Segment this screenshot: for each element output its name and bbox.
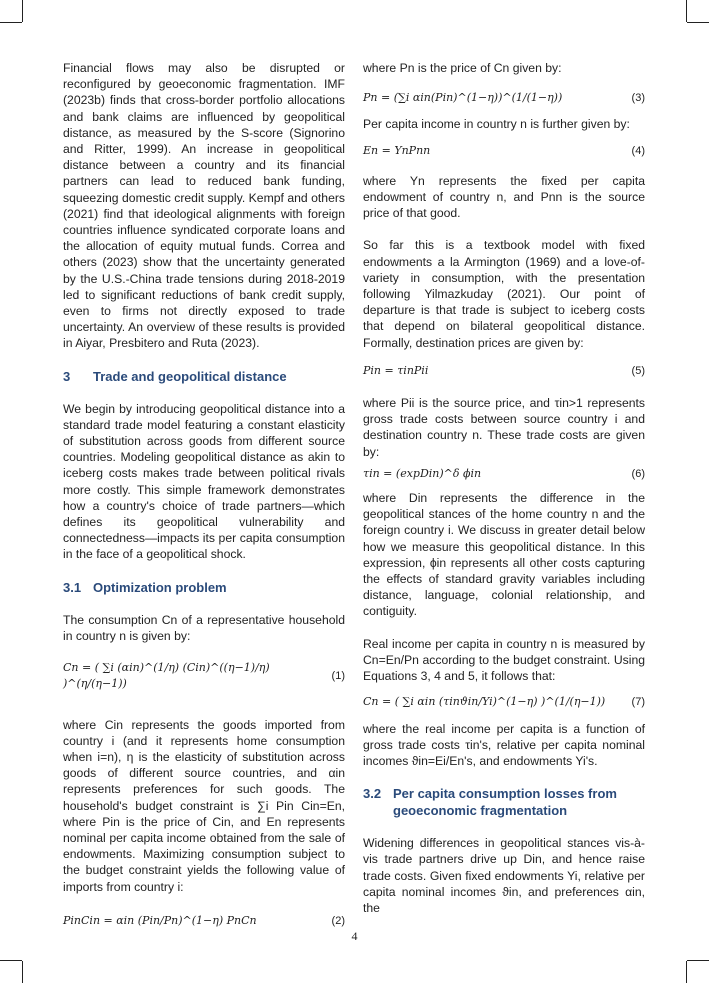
crop-mark — [22, 961, 23, 983]
crop-mark — [22, 0, 23, 22]
subsection-heading: 3.1 Optimization problem — [63, 579, 227, 595]
paragraph: where Yn represents the fixed per capita endowment of country n, and Pnn is the source price of that good. — [363, 173, 645, 221]
paragraph: Financial flows may also be disrupted or reconfigured by geoeconomic fragmentation. IMF (2023b) finds that cross-border portfolio allocations and bank claims are influenced by geopolitical distance, as measured by the S-score (Signorino and Ritter, 1999). An increase in geopolitical distance between a country and its financial partners can lead to reduced bank funding, squeezing domestic credit supply. Kempf and others (2021) find that ideological alignments with foreign countries influence syndicated corporate loans and the allocation of equity mutual funds. Correa and others (2023) show that the uncertainty generated by the U.S.-China trade tensions during 2018-2019 led to significant reductions of bank credit supply, even to firms not directly exposed to trade uncertainty. An overview of these results is provided in Aiyar, Presbitero and Ruta (2023). — [63, 61, 345, 351]
equation-1: Cn = ( ∑i (αin)^(1/η) (Cin)^((η−1)/η) )^(η/(η−1)) (1) — [63, 661, 345, 691]
paragraph: where Cin represents the goods imported from country i (and it represents home consumption when i=n), η is the elasticity of substitution across goods of different source countries, and αin represents preferences for such goods. The household's budget constraint is ∑i Pin Cin=En, where Pin is the price of Cin, and En represents nominal per capita income obtained from the sale of endowments. Maximizing consumption subject to the budget constraint yields the following value of imports from country i: — [63, 717, 345, 894]
crop-mark — [687, 960, 709, 961]
section-heading: 3 Trade and geopolitical distance — [63, 368, 287, 384]
crop-mark — [686, 0, 687, 22]
right-column — [363, 60, 645, 916]
equation-3: Pn = (∑i αin(Pin)^(1−η))^(1/(1−η)) (3) — [363, 91, 645, 105]
paragraph: Per capita income in country n is further given by: — [363, 117, 630, 132]
paragraph: Real income per capita in country n is measured by Cn=En/Pn according to the budget constraint. Using Equations 3, 4 and 5, it follows that: — [363, 636, 645, 684]
paragraph: where Pii is the source price, and τin>1 represents gross trade costs between source country i and destination country n. These trade costs are given by: — [363, 396, 645, 459]
page-number: 4 — [351, 929, 358, 943]
crop-mark — [0, 22, 22, 23]
crop-mark — [686, 961, 687, 983]
equation-6: τin = (expDin)^δ ϕin (6) — [363, 466, 645, 480]
paragraph: where Pn is the price of Cn given by: — [363, 61, 562, 75]
paragraph: So far this is a textbook model with fixed endowments a la Armington (1969) and a love-of-variety in consumption, with the presentation following Yilmazkuday (2021). Our point of departure is that trade is subject to iceberg costs that depend on bilateral geopolitical distance. Formally, destination prices are given by: — [363, 238, 645, 350]
subsection-heading: 3.2 Per capita consumption losses from geoeconomic fragmentation — [363, 786, 617, 819]
paragraph: We begin by introducing geopolitical distance into a standard trade model featuring a constant elasticity of substitution across goods from different source countries. Modeling geopolitical distance as akin to iceberg costs makes trade between political rivals more costly. This simple framework demonstrates how a country's choice of trade partners—which defines its geopolitical vulnerability and connectedness—impacts its per capita consumption in the face of a geopolitical shock. — [63, 401, 345, 562]
paragraph: where the real income per capita is a function of gross trade costs τin's, relative per capita nominal incomes ϑin=Ei/En's, and endowments Yi's. — [363, 721, 645, 768]
equation-5: Pin = τinPii (5) — [363, 363, 645, 377]
paragraph: The consumption Cn of a representative household in country n is given by: — [63, 612, 345, 643]
left-column — [63, 60, 345, 929]
paragraph: where Din represents the difference in the geopolitical stances of the home country n and the foreign country i. We discuss in greater detail below how we measure this geopolitical distance. In this expression, ϕin represents all other costs capturing the effects of standard gravity variables including distance, language, colonial relationship, and contiguity. — [363, 491, 645, 619]
equation-2: PinCin = αin (Pin/Pn)^(1−η) PnCn (2) — [63, 913, 345, 927]
crop-mark — [687, 22, 709, 23]
paragraph: Widening differences in geopolitical stances vis-à-vis trade partners drive up Din, and hence raise trade costs. Given fixed endowments Yi, relative per capita nominal incomes ϑin, and preferences αin, the — [363, 836, 645, 915]
equation-4: En = YnPnn (4) — [363, 143, 645, 157]
equation-7: Cn = ( ∑i αin (τinϑin/Yi)^(1−η) )^(1/(η−1)) (7) — [363, 695, 645, 709]
crop-mark — [0, 960, 22, 961]
